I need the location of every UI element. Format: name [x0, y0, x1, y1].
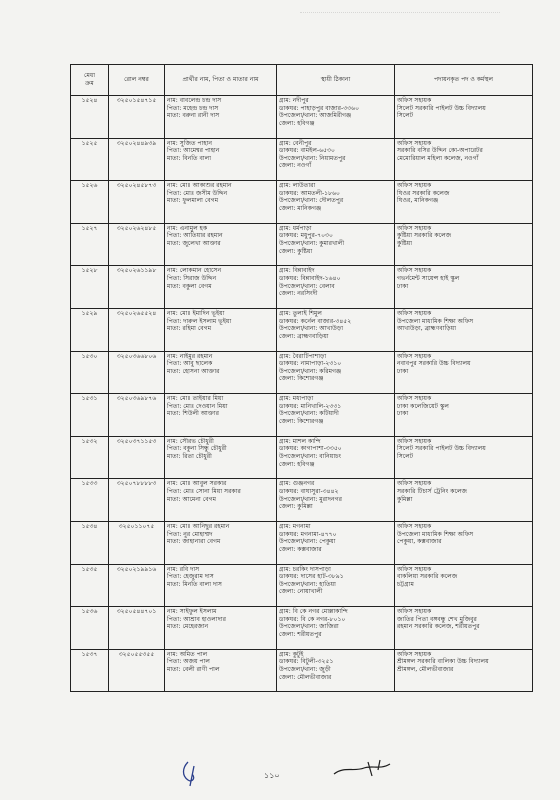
posting-cell-line: ঘিওর, মানিকগঞ্জ: [397, 197, 439, 205]
posting-cell-line: গভর্নমেন্ট সায়েন্স হাই স্কুল: [397, 274, 460, 282]
name-cell-line: নাম: মোঃ আকাশুর রহমান: [167, 182, 232, 190]
address-cell-line: উপজেলা/থানা: জাজিরা: [279, 623, 339, 631]
address-cell-line: গ্রাম: চরকিং দাসপাড়া: [279, 565, 331, 573]
name-cell-line: নাম: মোঃ তাইয়ার মিয়া: [167, 395, 224, 403]
address-cell-line: উপজেলা/থানা: দৌলতপুর: [279, 197, 344, 205]
name-cell-line: পিতা: আশ্রাব হাওলাদার: [167, 615, 226, 623]
address-cell-line: জেলা: কুষ্টিয়া: [279, 247, 313, 255]
address-cell-line: গ্রাম: বৈরাটিপাশাড়া: [279, 352, 327, 360]
table-row: [71, 521, 533, 564]
merit-cell: [71, 607, 109, 650]
posting-cell: [395, 394, 533, 437]
address-cell-line: গ্রাম: বিন্নাবাইদ: [279, 267, 315, 275]
posting-cell-line: অফিস সহায়ক: [397, 97, 432, 104]
merit-cell: [71, 223, 109, 266]
roll-cell: [109, 223, 165, 266]
name-cell-line: মাতা: ফুলমালা বেগম: [167, 197, 219, 205]
address-cell-line: ডাকঘর: মধুপুর-৭০৩০: [279, 232, 333, 240]
merit-cell: [71, 564, 109, 607]
posting-cell: [395, 181, 533, 224]
name-cell-line: মাতা: শিউলী আক্তার: [167, 410, 219, 418]
name-cell-line: মাতা: হোসনা আক্তার: [167, 367, 220, 375]
name-cell: [165, 266, 277, 309]
header-posting: পদায়নকৃত পদ ও কর্মস্থল: [395, 65, 533, 96]
name-cell: [165, 564, 277, 607]
name-cell-line: পিতা: দারুল ইসলাম ভূইয়া: [167, 317, 232, 325]
roll-cell: [109, 308, 165, 351]
address-cell-line: ডাকঘর: কাগাপাশা-৩৩৫০: [279, 445, 342, 453]
address-cell: [277, 436, 395, 479]
roll-cell-line: ৩২৫০২৪৫৮৭৩: [116, 182, 157, 190]
posting-cell: [395, 138, 533, 181]
name-cell-line: মাতা: জুলেখা আক্তার: [167, 240, 221, 247]
address-cell-line: উপজেলা/থানা: আজমিরীগঞ্জ: [279, 112, 352, 120]
posting-cell-line: শ্রীমঙ্গল সরকারি বালিকা উচ্চ বিদ্যালয়: [397, 658, 489, 666]
name-cell-line: নাম: মোঃ ইমাদিন ভূইয়া: [167, 309, 225, 317]
address-cell-line: উপজেলা/থানা: হাতিয়া: [279, 580, 336, 588]
header-merit: [71, 65, 109, 96]
name-cell-line: মাতা: বেলী রাণী পাল: [167, 665, 220, 673]
address-cell-line: উপজেলা/থানা: নিয়ামতপুর: [279, 154, 346, 162]
address-cell: [277, 308, 395, 351]
merit-cell-line: ১৫২৬: [81, 182, 98, 190]
address-cell-line: ডাকঘর: বিন্নাবাইদ-১৬৪০: [279, 274, 341, 282]
roll-cell: [109, 607, 165, 650]
table-row: [71, 96, 533, 139]
header-merit-line2: ক্রম: [85, 80, 94, 87]
page-number: ১১০: [264, 771, 280, 780]
address-cell-line: জেলা: কিশোরগঞ্জ: [279, 417, 324, 425]
posting-cell: [395, 607, 533, 650]
merit-cell: [71, 649, 109, 692]
address-cell-line: জেলা: নওগাঁ: [279, 162, 312, 170]
posting-cell-line: সরকারি টিচার্স ট্রেনিং কলেজ: [397, 487, 467, 495]
posting-cell-line: ঢাকা কলেজিয়েট স্কুল: [397, 402, 449, 410]
address-cell-line: ডাকঘর: পাহাড়পুর বাজার-৩৩৬০: [279, 104, 360, 112]
name-cell-line: নাম: মোঃ আবুল সরকার: [167, 480, 227, 488]
name-cell-line: পিতা: সিরাজ উদ্দিন: [167, 274, 217, 282]
initial-signature-left: [176, 758, 206, 788]
roll-cell-line: ৩২৫০২১৯৯১৬: [116, 565, 157, 573]
posting-cell-line: অফিস সহায়ক: [397, 480, 432, 488]
roll-cell: [109, 181, 165, 224]
name-cell: [165, 351, 277, 394]
address-cell-line: ডাকঘর: কর্নেল বাজার-৩৪৫২: [279, 317, 352, 325]
name-cell-line: নাম: সাইফুল ইসলাম: [167, 608, 217, 616]
faded-header-mark: [300, 12, 500, 53]
name-cell-line: মাতা: বরুনা রানী দাস: [167, 112, 220, 120]
address-cell-line: উপজেলা/থানা: মুরাদনগর: [279, 495, 342, 503]
name-cell: [165, 223, 277, 266]
address-cell: [277, 607, 395, 650]
merit-cell: [71, 266, 109, 309]
name-cell-line: মাতা: রিতা চৌধুরী: [167, 452, 212, 460]
posting-cell-line: চট্টগ্রাম: [397, 580, 414, 588]
name-cell-line: পিতা: আতিয়ার রহমান: [167, 232, 223, 240]
address-cell: [277, 479, 395, 522]
roll-cell: [109, 351, 165, 394]
address-cell-line: জেলা: কিশোরগঞ্জ: [279, 375, 324, 383]
address-cell-line: উপজেলা/থানা: করিমগঞ্জ: [279, 367, 342, 375]
merit-cell-line: ১৫২৮: [81, 267, 98, 275]
address-cell-line: জেলা: নরসিংদী: [279, 290, 318, 298]
posting-cell-line: উপজেলা মাধ্যমিক শিক্ষা অফিস: [397, 530, 474, 538]
address-cell-line: জেলা: কক্সবাজার: [279, 545, 322, 553]
roll-cell: [109, 649, 165, 692]
merit-cell: [71, 138, 109, 181]
roll-cell-line: ৩২৫০৩৬৯৮৭৬: [116, 395, 157, 403]
posting-cell-line: সিলেট: [397, 452, 414, 460]
posting-cell-line: কুষ্টিয়া সরকারি কলেজ: [397, 232, 452, 240]
posting-table: [70, 64, 533, 692]
posting-cell-line: নবাবপুর সরকারি উচ্চ বিদ্যালয়: [397, 360, 471, 368]
posting-cell: [395, 266, 533, 309]
address-cell-line: গ্রাম: তুলাই শিমুল: [279, 309, 322, 317]
table-row: [71, 649, 533, 692]
address-cell: [277, 394, 395, 437]
table-header-row: [71, 65, 533, 96]
address-cell-line: গ্রাম: মধ্যপাড়া: [279, 395, 314, 403]
address-cell-line: জেলা: ব্রাহ্মণবাড়িয়া: [279, 332, 329, 340]
posting-cell-line: সিলেট সরকারি পাইলট উচ্চ বিদ্যালয়: [397, 104, 486, 112]
posting-cell-line: অফিস সহায়ক: [397, 309, 432, 317]
address-cell-line: গ্রাম: লাউতারা: [279, 182, 316, 190]
name-cell-line: পিতা: বকুনা সিন্ধু চৌধুরী: [167, 445, 227, 453]
roll-cell-line: ৩২৫০২৬৫৫২৪: [116, 309, 157, 317]
name-cell-line: পিতা: হেজুরাম দাস: [167, 573, 214, 581]
merit-cell-line: ১৫৩৭: [81, 650, 98, 658]
table-row: [71, 564, 533, 607]
header-roll: রোল নম্বর: [109, 65, 165, 96]
posting-cell-line: কুমিল্লা: [397, 495, 413, 503]
address-cell-line: উপজেলা/থানা: আখাউড়া: [279, 325, 343, 333]
posting-cell-line: উপজেলা মাধ্যমিক শিক্ষা অফিস: [397, 317, 474, 325]
address-cell-line: গ্রাম: মগনামা: [279, 522, 311, 530]
posting-cell: [395, 564, 533, 607]
name-cell-line: মাতা: জাহানারা বেগম: [167, 538, 221, 546]
merit-cell-line: ১৫৩০: [81, 352, 98, 360]
merit-cell: [71, 394, 109, 437]
name-cell-line: পিতা: মহেন্দ্র চন্দ্র দাস: [167, 104, 219, 112]
name-cell-line: পিতা: নুর মোহাম্মদ: [167, 530, 213, 538]
name-cell-line: মাতা: রহিমা বেগম: [167, 325, 212, 333]
address-cell-line: ডাকঘর: আমতলী-১৮৬০: [279, 189, 341, 197]
merit-cell-line: ১৫২৭: [81, 224, 98, 232]
address-cell-line: জেলা: শরীয়তপুর: [279, 630, 322, 638]
address-cell: [277, 223, 395, 266]
header-name: প্রার্থীর নাম, পিতা ও মাতার নাম: [165, 65, 277, 96]
table-row: [71, 266, 533, 309]
name-cell: [165, 181, 277, 224]
name-cell: [165, 649, 277, 692]
name-cell-line: মাতা: মিনতি বালা দাস: [167, 580, 222, 588]
table-row: [71, 181, 533, 224]
posting-cell: [395, 223, 533, 266]
merit-cell: [71, 308, 109, 351]
address-cell: [277, 649, 395, 692]
posting-cell-line: ঘিওর সরকারি কলেজ: [397, 189, 450, 197]
posting-cell-line: অফিস সহায়ক: [397, 437, 432, 445]
address-cell-line: উপজেলা/থানা: কটিয়াদী: [279, 410, 339, 418]
address-cell-line: গ্রাম: ধর্মপাড়া: [279, 224, 312, 232]
address-cell-line: জেলা: হবিগঞ্জ: [279, 460, 315, 468]
address-cell-line: জেলা: নোয়াখালী: [279, 588, 323, 596]
posting-cell-line: শ্রীমঙ্গল, মৌলভীবাজার: [397, 665, 454, 673]
merit-cell-line: ১৫৩২: [81, 437, 98, 445]
posting-cell-line: জাতির পিতা বঙ্গবন্ধু শেখ মুজিবুর: [397, 615, 477, 623]
roll-cell-line: ৩২৫০২৬২৪৮৫: [116, 224, 157, 232]
name-cell-line: নাম: মোঃ আনিছুর রহমান: [167, 522, 230, 530]
address-cell-line: গ্রাম: কুটুই: [279, 650, 304, 658]
table-row: [71, 138, 533, 181]
initial-signature-right: [330, 756, 400, 782]
posting-cell-line: আখাউড়া, ব্রাহ্মণবাড়িয়া: [397, 325, 456, 333]
name-cell-line: মাতা: মেহেরজান: [167, 623, 209, 631]
roll-cell-line: ৩২৫০২৪৪৯৩৯: [116, 139, 157, 147]
name-cell: [165, 607, 277, 650]
posting-cell-line: পেকুয়া, কক্সবাজার: [397, 538, 442, 546]
name-cell-line: পিতা: মোঃ জসীম উদ্দিন: [167, 189, 228, 197]
posting-cell-line: সরকারি বসির উদ্দিন কো-অপারেটর: [397, 147, 483, 155]
posting-cell: [395, 308, 533, 351]
merit-cell: [71, 96, 109, 139]
address-cell-line: গ্রাম: নদীপুর: [279, 97, 309, 104]
roll-cell-line: ৩২৫০৫৪৪৭০১: [116, 608, 157, 616]
name-cell-line: পিতা: আমেশ্বর পাহান: [167, 147, 220, 155]
name-cell-line: নাম: নাইমুর রহমান: [167, 352, 213, 360]
merit-cell-line: ১৫২৯: [81, 309, 98, 317]
address-cell: [277, 181, 395, 224]
posting-cell: [395, 96, 533, 139]
merit-cell-line: ১৫৩৩: [81, 480, 98, 488]
posting-cell-line: অফিস সহায়ক: [397, 267, 432, 275]
merit-cell-line: ১৫২৫: [81, 139, 98, 147]
posting-cell: [395, 436, 533, 479]
address-cell-line: জেলা: হবিগঞ্জ: [279, 119, 315, 127]
address-cell-line: উপজেলা/থানা: জুড়ী: [279, 665, 331, 673]
name-cell: [165, 479, 277, 522]
posting-cell-line: রহমান সরকারি কলেজ, শরীয়তপুর: [397, 623, 480, 631]
address-cell-line: গ্রাম: বেনীপুর: [279, 139, 312, 147]
address-cell-line: ডাকঘর: বামইল-৬৫৩০: [279, 147, 335, 155]
posting-cell: [395, 649, 533, 692]
posting-cell-line: অফিস সহায়ক: [397, 224, 432, 232]
roll-cell: [109, 266, 165, 309]
posting-cell-line: সিলেট: [397, 112, 414, 120]
address-cell: [277, 138, 395, 181]
merit-cell: [71, 436, 109, 479]
merit-cell-line: ১৫৩১: [81, 395, 98, 403]
table-row: [71, 436, 533, 479]
address-cell-line: ডাকঘর: নামাপাড়া-২৩১০: [279, 360, 342, 368]
roll-cell-line: ৩২৫০৩৭১১৫৩: [116, 437, 157, 445]
name-cell-line: মাতা: বিনতি বালা: [167, 154, 211, 162]
merit-cell: [71, 521, 109, 564]
address-cell-line: ডাকঘর: মগনামা-৪৭৭০: [279, 530, 337, 538]
posting-cell-line: ঢাকা: [397, 282, 409, 290]
posting-cell-line: অফিস সহায়ক: [397, 522, 432, 530]
address-cell-line: গ্রাম: গুঞ্জনগর: [279, 480, 315, 488]
address-cell-line: ডাকঘর: বাঘাসুরা-৩৪৪২: [279, 487, 339, 495]
posting-cell-line: অফিস সহায়ক: [397, 395, 432, 403]
merit-cell-line: ১৫৩৪: [81, 522, 98, 530]
address-cell-line: উপজেলা/থানা: বানিয়াচং: [279, 452, 342, 460]
name-cell-line: নাম: এনামুল হক: [167, 224, 208, 232]
roll-cell: [109, 479, 165, 522]
name-cell-line: নাম: অমিত পাল: [167, 650, 208, 658]
name-cell-line: পিতা: মোঃ সোনা মিয়া সরকার: [167, 487, 241, 495]
address-cell-line: ডাকঘর: বিটুলী-৩২৫১: [279, 658, 334, 666]
table-row: [71, 351, 533, 394]
roll-cell: [109, 436, 165, 479]
roll-cell-line: ৩২৫০২৬১১৯৮: [116, 267, 157, 275]
header-address: স্থায়ী ঠিকানা: [277, 65, 395, 96]
table-row: [71, 607, 533, 650]
posting-cell-line: কুষ্টিয়া: [397, 240, 413, 247]
page-footer: [0, 756, 560, 796]
header-merit-line1: মেধা: [83, 72, 96, 80]
merit-cell: [71, 351, 109, 394]
name-cell: [165, 521, 277, 564]
name-cell: [165, 394, 277, 437]
address-cell-line: গ্রাম: মাশল কান্দি: [279, 437, 321, 445]
address-cell: [277, 521, 395, 564]
table-row: [71, 308, 533, 351]
name-cell-line: পিতা: অজয় পাল: [167, 658, 210, 666]
address-cell-line: গ্রাম: বি কে নগর মোল্লাকান্দি: [279, 608, 348, 616]
roll-cell-line: ৩২৫০১৫৪৭১৫: [116, 97, 157, 104]
roll-cell: [109, 521, 165, 564]
merit-cell-line: ১৫৩৫: [81, 565, 98, 573]
address-cell: [277, 96, 395, 139]
name-cell-line: নাম: রবি দাস: [167, 565, 200, 573]
name-cell-line: নাম: সৌরভ চৌধুরী: [167, 437, 214, 445]
address-cell-line: উপজেলা/থানা: পেকুয়া: [279, 538, 336, 546]
address-cell: [277, 564, 395, 607]
address-cell-line: ডাকঘর: মানিখালি-২৩৩১: [279, 402, 342, 410]
merit-cell: [71, 479, 109, 522]
name-cell-line: পিতা: মোঃ দেওয়ান মিয়া: [167, 402, 228, 410]
posting-cell-line: অফিস সহায়ক: [397, 650, 432, 658]
posting-cell: [395, 521, 533, 564]
name-cell: [165, 436, 277, 479]
address-cell-line: জেলা: মানিকগঞ্জ: [279, 205, 322, 213]
address-cell-line: ডাকঘর: বি কে নগর-৮০১০: [279, 615, 346, 623]
merit-cell-line: ১৫২৪: [81, 97, 98, 104]
posting-cell-line: অফিস সহায়ক: [397, 182, 432, 190]
address-cell-line: উপজেলা/থানা: বেলাব: [279, 282, 335, 290]
posting-cell-line: ঢাকা: [397, 410, 409, 418]
posting-cell-line: অফিস সহায়ক: [397, 565, 432, 573]
name-cell-line: নাম: লোকমান হোসেন: [167, 267, 222, 275]
roll-cell-line: ৩২৫০৫৫৩৫৫: [118, 650, 155, 658]
table-row: [71, 394, 533, 437]
name-cell-line: নাম: সুজিত পাহান: [167, 139, 213, 147]
address-cell-line: উপজেলা/থানা: কুমারখালী: [279, 240, 345, 247]
posting-cell-line: অফিস সহায়ক: [397, 352, 432, 360]
posting-cell-line: বাকলিয়া সরকারি কলেজ: [397, 573, 458, 581]
posting-cell-line: মেমোরিয়াল মহিলা কলেজ, নওগাঁ: [397, 154, 479, 162]
address-cell-line: জেলা: মৌলভীবাজার: [279, 673, 332, 681]
roll-cell: [109, 564, 165, 607]
address-cell: [277, 351, 395, 394]
address-cell: [277, 266, 395, 309]
name-cell-line: নাম: বাবলেন্দ্র চন্দ্র দাস: [167, 97, 222, 104]
posting-cell-line: ঢাকা: [397, 367, 409, 375]
roll-cell: [109, 394, 165, 437]
roll-cell-line: ৩২৫০৩৬৬৮০৬: [116, 352, 157, 360]
merit-cell: [71, 181, 109, 224]
roll-cell: [109, 138, 165, 181]
name-cell-line: মাতা: আমেনা বেগম: [167, 495, 217, 503]
roll-cell-line: ৩২৫০৭৮৮৮৮৩: [116, 480, 157, 488]
name-cell-line: পিতা: আবু ছালেক: [167, 360, 213, 368]
table-row: [71, 479, 533, 522]
table-row: [71, 223, 533, 266]
name-cell: [165, 308, 277, 351]
merit-cell-line: ১৫৩৬: [81, 608, 98, 616]
posting-cell: [395, 479, 533, 522]
name-cell: [165, 96, 277, 139]
address-cell-line: জেলা: কুমিল্লা: [279, 503, 313, 511]
roll-cell: [109, 96, 165, 139]
roll-cell-line: ৩২৫০১১০৭৫: [118, 522, 155, 530]
name-cell: [165, 138, 277, 181]
posting-cell-line: সিলেট সরকারি পাইলট উচ্চ বিদ্যালয়: [397, 445, 486, 453]
posting-cell-line: অফিস সহায়ক: [397, 608, 432, 616]
name-cell-line: মাতা: বকুলা বেগম: [167, 282, 212, 290]
address-cell-line: ডাকঘর: দাসের হাট-৩৮৯১: [279, 573, 344, 581]
posting-cell: [395, 351, 533, 394]
posting-cell-line: অফিস সহায়ক: [397, 139, 432, 147]
